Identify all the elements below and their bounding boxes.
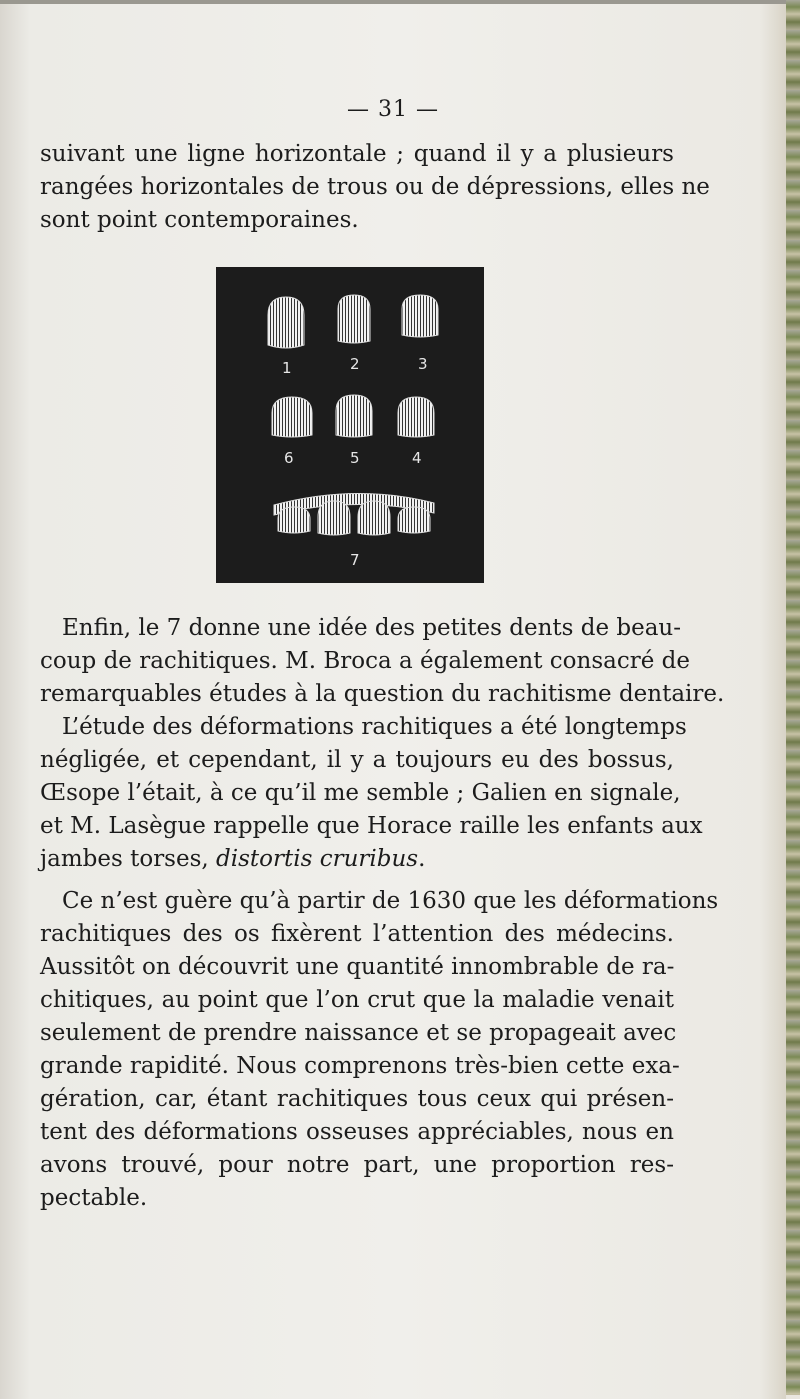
text-span: . <box>418 846 426 872</box>
figure-label-3: 3 <box>418 355 428 373</box>
text-line: L’étude des déformations rachitiques a été longtemps <box>62 714 687 740</box>
text-line: tent des déformations osseuses appréciables, nous en <box>40 1119 674 1145</box>
text-line: Œsope l’était, à ce qu’il me semble ; Galien en signale, <box>40 780 681 806</box>
text-line: Enfin, le 7 donne une idée des petites dents de beau- <box>62 615 682 641</box>
figure-label-5: 5 <box>350 449 360 467</box>
paragraph-2 <box>40 612 682 645</box>
text-line: gération, car, étant rachitiques tous ceux qui présen- <box>40 1086 674 1112</box>
text-span: jambes torses, <box>40 846 217 872</box>
text-line: pectable. <box>40 1185 148 1211</box>
figure-label-6: 6 <box>284 449 294 467</box>
text-line: négligée, et cependant, il y a toujours eu des bossus, <box>40 747 674 773</box>
tooth-3 <box>402 295 438 337</box>
page-number: — 31 — <box>347 97 439 122</box>
paragraph-4-cont <box>40 918 680 1215</box>
text-line: rachitiques des os fixèrent l’attention des médecins. <box>40 921 674 947</box>
page-edge <box>786 0 800 1395</box>
text-line: Ce n’est guère qu’à partir de 1630 que les déformations <box>62 888 719 914</box>
figure-label-4: 4 <box>412 449 422 467</box>
text-line: rangées horizontales de trous ou de dépressions, elles ne <box>40 174 710 200</box>
figure-label-7: 7 <box>350 551 360 569</box>
text-line: coup de rachitiques. M. Broca a également consacré de <box>40 648 690 674</box>
tooth-4 <box>398 397 434 437</box>
paragraph-4 <box>40 885 719 918</box>
paragraph-3-cont <box>40 744 703 876</box>
latin-quote: distortis cruribus <box>216 846 419 872</box>
text-line: sont point contemporaines. <box>40 207 359 233</box>
text-line: avons trouvé, pour notre part, une proportion res- <box>40 1152 674 1178</box>
tooth-2 <box>338 295 370 343</box>
tooth-6 <box>272 397 312 437</box>
text-line <box>40 843 674 876</box>
tooth-7-arch <box>274 493 434 535</box>
text-line: grande rapidité. Nous comprenons très-bien cette exa- <box>40 1053 680 1079</box>
tooth-5 <box>336 395 372 437</box>
figure-label-2: 2 <box>350 355 360 373</box>
text-line: seulement de prendre naissance et se propageait avec <box>40 1020 677 1046</box>
teeth-figure <box>216 267 484 583</box>
paragraph-2-cont <box>40 645 725 711</box>
text-line: chitiques, au point que l’on crut que la maladie venait <box>40 987 674 1013</box>
text-line: suivant une ligne horizontale ; quand il y a plusieurs <box>40 141 674 167</box>
text-line: et M. Lasègue rappelle que Horace raille les enfants aux <box>40 813 703 839</box>
tooth-1 <box>268 297 304 348</box>
text-line: remarquables études à la question du rachitisme dentaire. <box>40 681 725 707</box>
text-line: Aussitôt on découvrit une quantité innombrable de ra- <box>40 954 675 980</box>
paragraph-3 <box>40 711 687 744</box>
figure-label-1: 1 <box>282 359 292 377</box>
paragraph-1 <box>40 138 710 237</box>
